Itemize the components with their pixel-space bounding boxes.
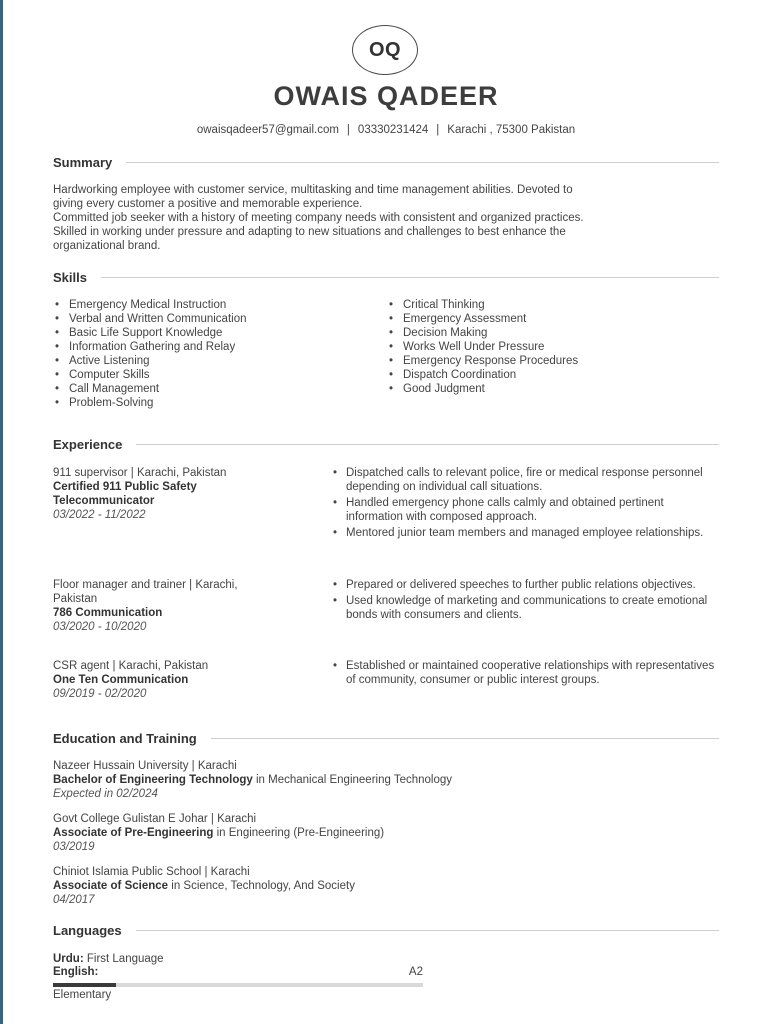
language-level: First Language bbox=[83, 953, 164, 965]
resume-page bbox=[53, 0, 719, 1024]
job-title: 911 supervisor | Karachi, Pakistan bbox=[53, 467, 227, 479]
experience-section-header bbox=[53, 437, 719, 452]
summary-line: organizational brand. bbox=[53, 240, 161, 252]
job-bullet: • Prepared or delivered speeches to further public relations objectives. bbox=[346, 578, 719, 592]
summary-line: Skilled in working under pressure and adapting to new situations and challenges to best enhance the bbox=[53, 226, 566, 238]
degree-field: in Mechanical Engineering Technology bbox=[252, 774, 453, 786]
skill-item: • Good Judgment bbox=[403, 382, 578, 396]
language-level-code: A2 bbox=[408, 966, 423, 978]
job-title: CSR agent | Karachi, Pakistan bbox=[53, 660, 209, 672]
skill-item: • Critical Thinking bbox=[403, 298, 578, 312]
section-rule bbox=[126, 162, 719, 163]
job-employer: Certified 911 Public Safety bbox=[53, 481, 197, 493]
skills-list-left bbox=[53, 298, 247, 410]
location-text: Karachi , 75300 Pakistan bbox=[447, 124, 576, 136]
language-name: English: bbox=[53, 966, 99, 978]
section-title: Languages bbox=[53, 923, 122, 938]
education-dates: 04/2017 bbox=[53, 894, 95, 906]
school-name: Nazeer Hussain University | Karachi bbox=[53, 760, 237, 772]
language-proficiency-fill bbox=[53, 983, 116, 987]
skill-item: • Emergency Assessment bbox=[403, 312, 578, 326]
summary-line: Hardworking employee with customer service, multitasking and time management abilities. Devoted to bbox=[53, 184, 573, 196]
job-dates: 09/2019 - 02/2020 bbox=[53, 688, 147, 700]
section-title: Experience bbox=[53, 437, 123, 452]
education-entry bbox=[53, 759, 719, 801]
summary-text bbox=[53, 183, 719, 253]
summary-section-header bbox=[53, 155, 719, 170]
job-bullet: • Handled emergency phone calls calmly and obtained pertinent information with composed approach. bbox=[346, 496, 719, 524]
section-title: Skills bbox=[53, 270, 87, 285]
phone-text[interactable]: 03330231424 bbox=[357, 124, 429, 136]
skill-item: • Computer Skills bbox=[69, 368, 247, 382]
skills-section-header bbox=[53, 270, 719, 285]
skills-list-right bbox=[387, 298, 578, 396]
section-title: Summary bbox=[53, 155, 113, 170]
job-details bbox=[53, 659, 303, 701]
summary-line: giving every customer a positive and memorable experience. bbox=[53, 198, 363, 210]
languages-section-header bbox=[53, 923, 719, 938]
skill-item: • Works Well Under Pressure bbox=[403, 340, 578, 354]
skill-item: • Active Listening bbox=[69, 354, 247, 368]
candidate-name: OWAIS QADEER bbox=[273, 81, 499, 111]
section-rule bbox=[101, 277, 719, 278]
skill-item: • Information Gathering and Relay bbox=[69, 340, 247, 354]
skill-item: • Verbal and Written Communication bbox=[69, 312, 247, 326]
skill-item: • Decision Making bbox=[403, 326, 578, 340]
degree-name: Associate of Science bbox=[53, 880, 169, 892]
job-details bbox=[53, 466, 303, 522]
job-bullets bbox=[346, 659, 719, 689]
job-employer: 786 Communication bbox=[53, 607, 163, 619]
section-rule bbox=[136, 930, 719, 931]
job-title: Floor manager and trainer | Karachi, bbox=[53, 579, 238, 591]
skill-item: • Basic Life Support Knowledge bbox=[69, 326, 247, 340]
job-bullets bbox=[346, 466, 719, 542]
email-text[interactable]: owaisqadeer57@gmail.com bbox=[196, 124, 339, 136]
education-entry bbox=[53, 812, 719, 854]
contact-separator: | bbox=[436, 124, 440, 136]
job-dates: 03/2020 - 10/2020 bbox=[53, 621, 147, 633]
education-entry bbox=[53, 865, 719, 907]
degree-field: in Engineering (Pre-Engineering) bbox=[213, 827, 385, 839]
job-employer: One Ten Communication bbox=[53, 674, 189, 686]
degree-name: Bachelor of Engineering Technology bbox=[53, 774, 253, 786]
job-bullet: • Established or maintained cooperative relationships with representatives of community, consumer or public interest groups. bbox=[346, 659, 719, 687]
job-title: Pakistan bbox=[53, 593, 98, 605]
contact-line bbox=[53, 124, 719, 136]
language-row bbox=[53, 966, 423, 979]
job-employer: Telecommunicator bbox=[53, 495, 155, 507]
contact-separator: | bbox=[346, 124, 350, 136]
skill-item: • Emergency Medical Instruction bbox=[69, 298, 247, 312]
job-bullet: • Used knowledge of marketing and communications to create emotional bonds with consumers and clients. bbox=[346, 594, 719, 622]
skill-item: • Dispatch Coordination bbox=[403, 368, 578, 382]
monogram-badge: OQ bbox=[352, 25, 418, 75]
education-dates: Expected in 02/2024 bbox=[53, 788, 158, 800]
job-bullet: • Dispatched calls to relevant police, fire or medical response personnel depending on individual call situations. bbox=[346, 466, 719, 494]
school-name: Chiniot Islamia Public School | Karachi bbox=[53, 866, 250, 878]
page-edge-bar bbox=[0, 0, 3, 1024]
language-name: Urdu: bbox=[53, 953, 84, 965]
language-native bbox=[53, 953, 423, 966]
skill-item: • Emergency Response Procedures bbox=[403, 354, 578, 368]
degree-field: in Science, Technology, And Society bbox=[168, 880, 355, 892]
language-level-label bbox=[53, 989, 423, 1002]
language-proficiency-bar bbox=[53, 983, 423, 987]
education-dates: 03/2019 bbox=[53, 841, 95, 853]
section-title: Education and Training bbox=[53, 731, 197, 746]
education-section-header bbox=[53, 731, 719, 746]
school-name: Govt College Gulistan E Johar | Karachi bbox=[53, 813, 257, 825]
job-details bbox=[53, 578, 303, 634]
summary-line: Committed job seeker with a history of meeting company needs with consistent and organized practices. bbox=[53, 212, 584, 224]
language-level-name: Elementary bbox=[53, 989, 112, 1001]
degree-name: Associate of Pre-Engineering bbox=[53, 827, 214, 839]
job-bullet: • Mentored junior team members and managed employee relationships. bbox=[346, 526, 719, 540]
section-rule bbox=[136, 444, 719, 445]
section-rule bbox=[211, 738, 719, 739]
skill-item: • Call Management bbox=[69, 382, 247, 396]
skill-item: • Problem-Solving bbox=[69, 396, 247, 410]
job-dates: 03/2022 - 11/2022 bbox=[53, 509, 146, 521]
job-bullets bbox=[346, 578, 719, 624]
